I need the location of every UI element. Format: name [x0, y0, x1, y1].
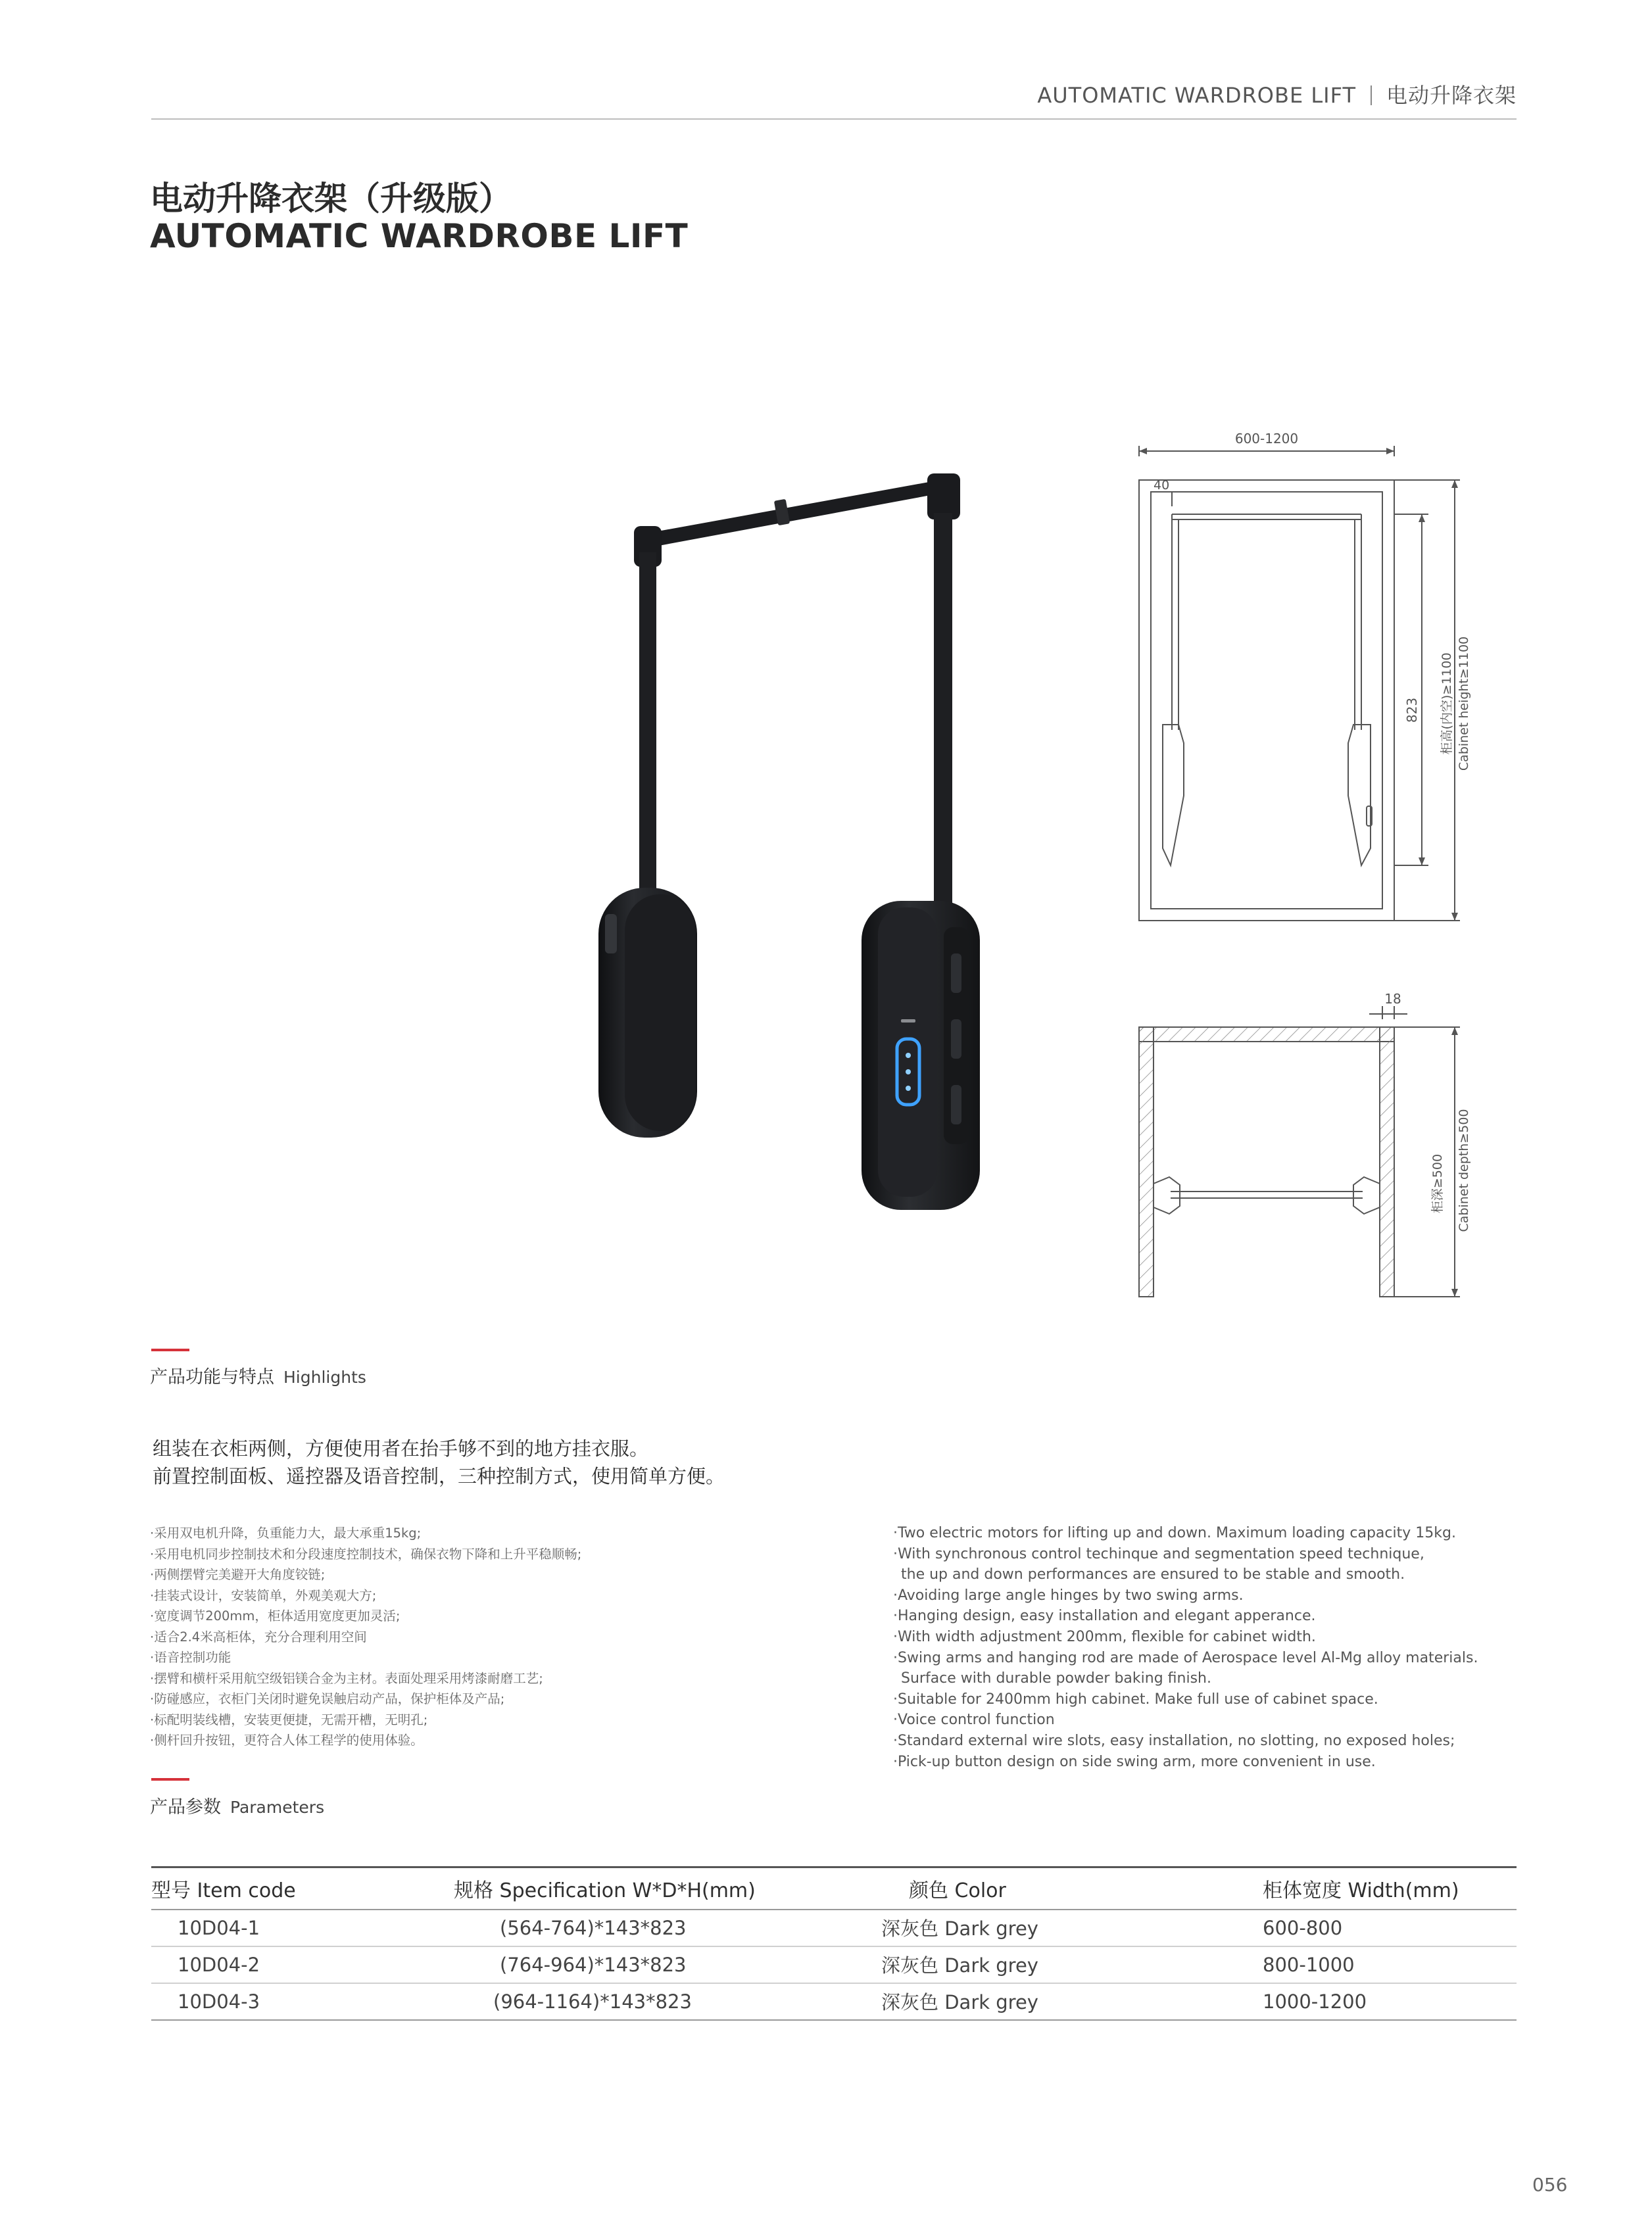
page-title-zh: 电动升降衣架（升级版）: [150, 180, 512, 218]
dim-height: 823: [1404, 697, 1420, 723]
feature-item-zh: ·侧杆回升按钮，更符合人体工程学的使用体验。: [150, 1733, 424, 1748]
parameters-accent-bar: [151, 1778, 189, 1781]
feature-item-en: ·Voice control function: [893, 1712, 1055, 1729]
led-down-button: [906, 1086, 911, 1091]
product-image: [579, 454, 986, 1210]
intro-line: 前置控制面板、遥控器及语音控制，三种控制方式，使用简单方便。: [153, 1465, 725, 1487]
top-view: [1139, 1006, 1460, 1297]
highlights-heading: [150, 1362, 366, 1388]
dim-inset: 40: [1154, 478, 1170, 493]
hanging-rod: [643, 479, 948, 548]
highlights-intro: [153, 1435, 725, 1490]
cell-specification: (564-764)*143*823: [500, 1916, 687, 1939]
features-list-zh: [150, 1523, 581, 1751]
header-rule: [151, 118, 1517, 120]
left-hinge: [605, 914, 617, 953]
right-elbow: [927, 473, 960, 519]
cell-item-code: 10D04-3: [178, 1990, 260, 2013]
cell-item-code: 10D04-1: [178, 1916, 260, 1939]
feature-item-en: ·Two electric motors for lifting up and down. Maximum loading capacity 15kg.: [893, 1525, 1456, 1541]
page-title-en: AUTOMATIC WARDROBE LIFT: [150, 217, 689, 255]
slot-3: [951, 1085, 961, 1124]
feature-item-en-cont: the up and down performances are ensured to be stable and smooth.: [901, 1566, 1405, 1583]
dim-panel-thickness: 18: [1384, 991, 1401, 1007]
slot-2: [951, 1019, 961, 1059]
col-header-specification: 规格 Specification W*D*H(mm): [454, 1879, 756, 1902]
dim-cabinet-height-en: Cabinet height≥1100: [1457, 636, 1471, 771]
right-swing-arm: [934, 513, 952, 914]
feature-item-zh: ·采用双电机升降，负重能力大，最大承重15kg;: [150, 1526, 422, 1541]
brand-mark: [901, 1019, 915, 1023]
feature-item-en-cont: Surface with durable powder baking finish.: [901, 1670, 1211, 1687]
parameters-heading: [150, 1793, 324, 1818]
intro-line: 组装在衣柜两侧，方便使用者在抬手够不到的地方挂衣服。: [153, 1437, 649, 1460]
feature-item-en: ·Avoiding large angle hinges by two swing arms.: [893, 1587, 1244, 1604]
running-header: [1037, 79, 1517, 109]
cell-item-code: 10D04-2: [178, 1953, 260, 1976]
table-header-row: [151, 1867, 1517, 1910]
cell-specification: (964-1164)*143*823: [493, 1990, 692, 2013]
feature-item-zh: ·语音控制功能: [150, 1650, 231, 1665]
col-header-item-code: 型号 Item code: [151, 1879, 296, 1902]
feature-item-zh: ·两侧摆臂完美避开大角度铰链;: [150, 1567, 326, 1582]
left-motor-cover: [625, 894, 696, 1131]
front-view: [1139, 446, 1460, 921]
parameters-heading-zh: 产品参数: [150, 1797, 221, 1818]
cell-color: 深灰色 Dark grey: [881, 1954, 1038, 1977]
dim-cabinet-depth-en: Cabinet depth≥500: [1457, 1109, 1471, 1232]
feature-item-en: ·Swing arms and hanging rod are made of Aerospace level Al-Mg alloy materials.: [893, 1649, 1478, 1666]
cell-color: 深灰色 Dark grey: [881, 1917, 1038, 1940]
parameters-heading-en: Parameters: [230, 1798, 325, 1817]
technical-drawing: [1131, 427, 1499, 1315]
dim-width-range: 600-1200: [1234, 431, 1299, 446]
header-title-en: AUTOMATIC WARDROBE LIFT: [1037, 83, 1356, 108]
led-up-button: [906, 1053, 911, 1058]
feature-item-zh: ·宽度调节200mm，柜体适用宽度更加灵活;: [150, 1608, 401, 1624]
dim-cabinet-depth-zh: 柜深≥500: [1430, 1153, 1445, 1214]
left-swing-arm: [639, 552, 656, 907]
cell-color: 深灰色 Dark grey: [881, 1991, 1038, 2013]
table-row: [151, 1946, 1517, 1983]
highlights-heading-zh: 产品功能与特点: [150, 1367, 274, 1387]
feature-item-zh: ·采用电机同步控制技术和分段速度控制技术，确保衣物下降和上升平稳顺畅;: [150, 1546, 582, 1562]
feature-item-en: ·With width adjustment 200mm, flexible for cabinet width.: [893, 1628, 1316, 1645]
header-title-zh: 电动升降衣架: [1386, 83, 1517, 108]
feature-item-en: ·Standard external wire slots, easy installation, no slotting, no exposed holes;: [893, 1732, 1455, 1749]
feature-item-zh: ·标配明装线槽，安装更便捷，无需开槽，无明孔;: [150, 1712, 428, 1727]
col-header-color: 颜色 Color: [909, 1879, 1006, 1902]
feature-item-en: ·Pick-up button design on side swing arm, more convenient in use.: [893, 1753, 1376, 1770]
highlights-accent-bar: [151, 1349, 189, 1351]
highlights-heading-en: Highlights: [283, 1368, 366, 1387]
cell-specification: (764-964)*143*823: [500, 1953, 687, 1976]
feature-item-zh: ·摆臂和横杆采用航空级铝镁合金为主材。表面处理采用烤漆耐磨工艺;: [150, 1670, 543, 1686]
feature-item-en: ·With synchronous control techinque and segmentation speed technique,: [893, 1545, 1424, 1562]
table-row: [151, 1983, 1517, 2020]
feature-item-zh: ·防碰感应，衣柜门关闭时避免误触启动产品，保护柜体及产品;: [150, 1691, 505, 1706]
table-row: [151, 1910, 1517, 1946]
col-header-width: 柜体宽度 Width(mm): [1263, 1879, 1459, 1902]
feature-item-zh: ·适合2.4米高柜体，充分合理利用空间: [150, 1629, 367, 1645]
header-separator: [1371, 85, 1372, 105]
right-control-panel: [878, 907, 937, 1197]
cell-width: 1000-1200: [1263, 1990, 1367, 2013]
dim-cabinet-height-zh: 柜高(内空)≥1100: [1440, 652, 1454, 755]
feature-item-en: ·Hanging design, easy installation and elegant apperance.: [893, 1608, 1316, 1625]
cell-width: 800-1000: [1263, 1953, 1355, 1976]
page-number: 056: [1532, 2174, 1568, 2196]
feature-item-zh: ·挂装式设计，安装简单，外观美观大方;: [150, 1587, 377, 1603]
cell-width: 600-800: [1263, 1916, 1343, 1939]
slot-1: [951, 953, 961, 993]
led-stop-button: [906, 1069, 911, 1074]
feature-item-en: ·Suitable for 2400mm high cabinet. Make full use of cabinet space.: [893, 1691, 1378, 1708]
features-list-en: [893, 1523, 1478, 1772]
parameters-table: [151, 1866, 1517, 2021]
